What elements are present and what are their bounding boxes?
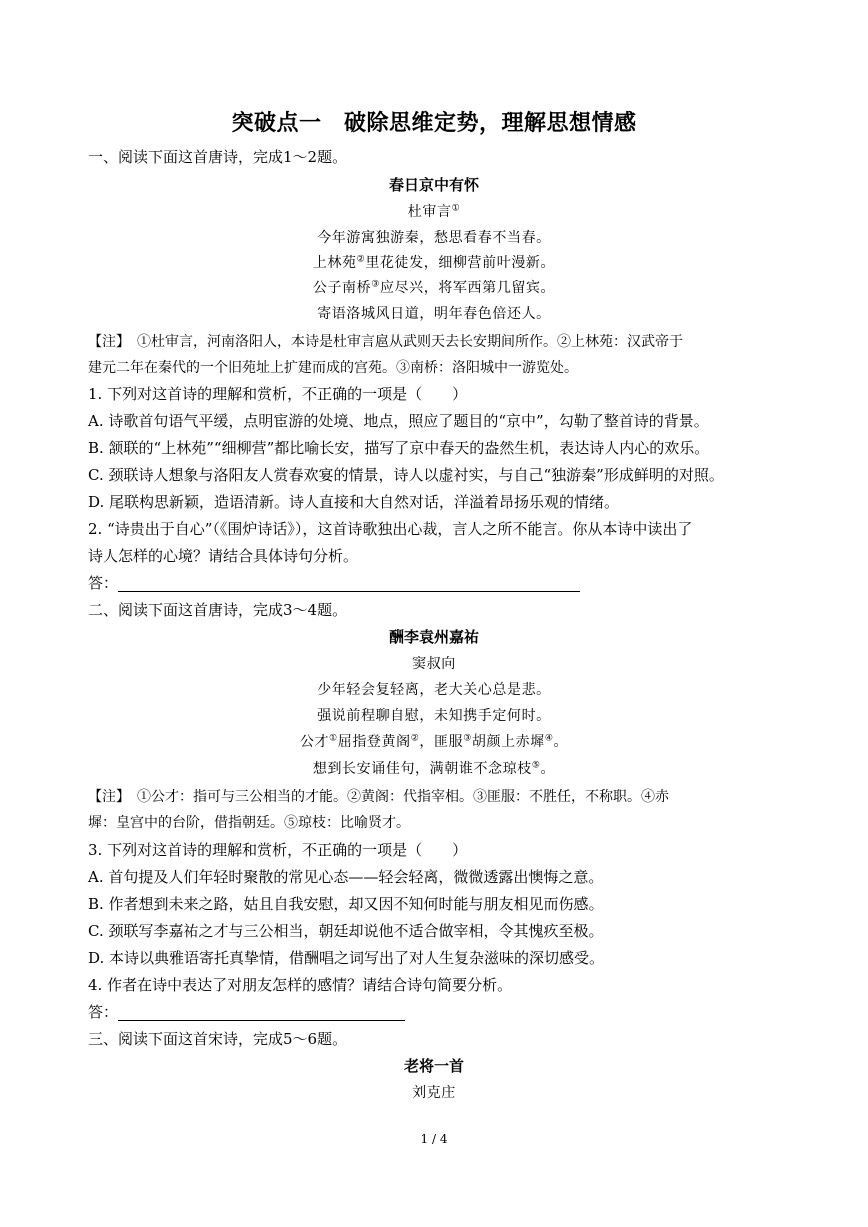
- poem-3-author: 刘克庄: [412, 1085, 456, 1101]
- page-title: 突破点一 破除思维定势，理解思想情感: [231, 111, 637, 136]
- poem-1-line-1: 今年游寓独游秦，愁思看春不当春。: [317, 230, 551, 246]
- poem-1-author: 杜审言①: [407, 203, 461, 220]
- answer-line-1[interactable]: 答：: [88, 574, 580, 592]
- poem-2-line-4: 想到长安诵佳句，满朝谁不念琼枝⑤。: [312, 760, 556, 777]
- question-3: 3. 下列对这首诗的理解和赏析，不正确的一项是（ ）: [88, 841, 468, 859]
- poem-1-note-2: 建元二年在秦代的一个旧苑址上扩建而成的宫苑。③南桥：洛阳城中一游览处。: [88, 360, 578, 376]
- poem-2-note-1: 【注】 ①公才：指可与三公相当的才能。②黄阁：代指宰相。③匪服：不胜任，不称职。④赤: [88, 789, 669, 805]
- poem-1-note-1: 【注】 ①杜审言，河南洛阳人，本诗是杜审言扈从武则天去长安期间所作。②上林苑：汉武帝于: [88, 334, 683, 350]
- question-1-option-c: C. 颈联诗人想象与洛阳友人赏春欢宴的情景，诗人以虚衬实，与自己“独游秦”形成鲜明的对照。: [88, 466, 724, 484]
- poem-1-line-2: 上林苑②里花徒发，细柳营前叶漫新。: [312, 254, 556, 271]
- poem-1-line-4: 寄语洛城风日道，明年春色倍还人。: [317, 306, 551, 322]
- section-3-intro: 三、阅读下面这首宋诗，完成5～6题。: [88, 1030, 348, 1048]
- poem-2-title: 酬李袁州嘉祐: [388, 628, 479, 646]
- question-4: 4. 作者在诗中表达了对朋友怎样的感情？请结合诗句简要分析。: [88, 976, 513, 994]
- poem-2-line-1: 少年轻会复轻离，老大关心总是悲。: [317, 682, 551, 698]
- question-3-option-a: A. 首句提及人们年轻时聚散的常见心态——轻会轻离，微微透露出懊悔之意。: [88, 868, 604, 886]
- question-3-option-c: C. 颈联写李嘉祐之才与三公相当，朝廷却说他不适合做宰相，令其愧疚至极。: [88, 922, 604, 940]
- poem-1-line-3: 公子南桥③应尽兴，将军西第几留宾。: [312, 279, 556, 296]
- page-number: 1 / 4: [420, 1132, 448, 1146]
- poem-2-note-2: 墀：皇宫中的台阶，借指朝廷。⑤琼枝：比喻贤才。: [88, 815, 410, 831]
- question-2-line-2: 诗人怎样的心境？请结合具体诗句分析。: [88, 547, 359, 565]
- question-1-option-a: A. 诗歌首句语气平缓，点明宦游的处境、地点，照应了题目的“京中”，勾勒了整首诗的背景。: [88, 412, 709, 430]
- answer-line-2[interactable]: 答：: [88, 1003, 405, 1021]
- poem-3-title: 老将一首: [403, 1057, 464, 1075]
- poem-1-title: 春日京中有怀: [388, 176, 479, 194]
- question-1-option-b: B. 颔联的“上林苑”“细柳营”都比喻长安，描写了京中春天的盎然生机，表达诗人内心的欢乐。: [88, 439, 710, 457]
- poem-2-author: 窦叔向: [412, 656, 456, 672]
- question-3-option-b: B. 作者想到未来之路，姑且自我安慰，却又因不知何时能与朋友相见而伤感。: [88, 895, 604, 913]
- question-3-option-d: D. 本诗以典雅语寄托真挚情，借酬唱之词写出了对人生复杂滋味的深切感受。: [88, 949, 605, 967]
- question-1-option-d: D. 尾联构思新颖，造语清新。诗人直接和大自然对话，洋溢着昂扬乐观的情绪。: [88, 493, 620, 511]
- question-2-line-1: 2. “诗贵出于自心”（《围炉诗话》），这首诗歌独出心裁，言人之所不能言。你从本诗中读出了: [88, 520, 693, 538]
- section-2-intro: 二、阅读下面这首唐诗，完成3～4题。: [88, 601, 348, 619]
- section-1-intro: 一、阅读下面这首唐诗，完成1～2题。: [88, 148, 348, 166]
- poem-2-line-3: 公才①屈指登黄阁②，匪服③胡颜上赤墀④。: [299, 733, 569, 750]
- question-1: 1. 下列对这首诗的理解和赏析，不正确的一项是（ ）: [88, 385, 468, 403]
- poem-2-line-2: 强说前程聊自慰，未知携手定何时。: [317, 708, 551, 724]
